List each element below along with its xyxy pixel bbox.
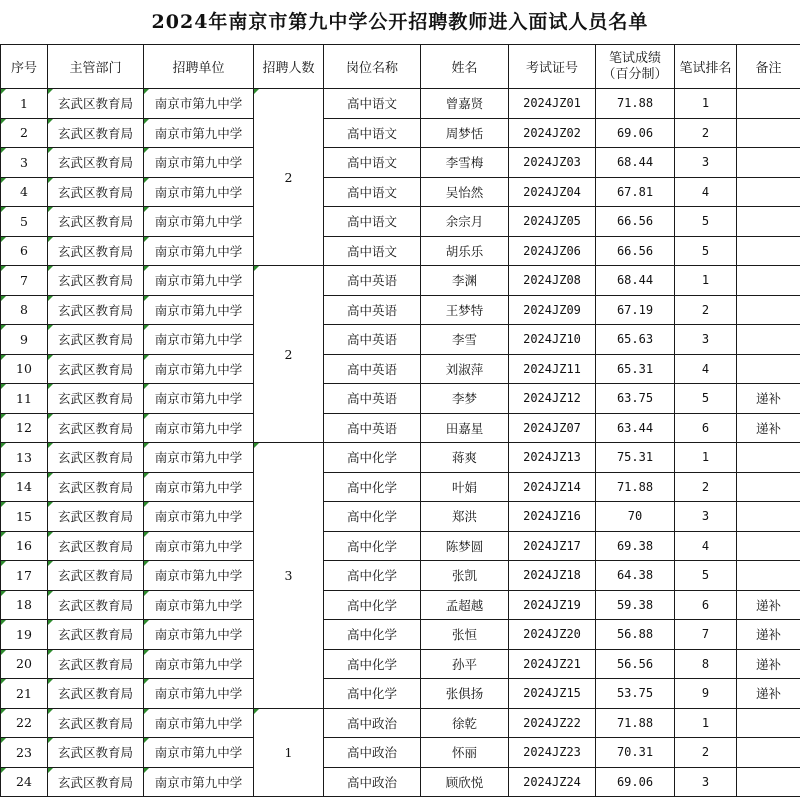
cell-post: 高中化学 — [324, 472, 421, 502]
cell-exam-no: 2024JZ11 — [509, 354, 596, 384]
cell-seq: 7 — [1, 266, 48, 296]
cell-score: 64.38 — [596, 561, 675, 591]
cell-seq: 14 — [1, 472, 48, 502]
document-title: 2024年南京市第九中学公开招聘教师进入面试人员名单 — [0, 0, 800, 44]
cell-dept: 玄武区教育局 — [48, 679, 144, 709]
cell-score: 70.31 — [596, 738, 675, 768]
cell-post: 高中英语 — [324, 384, 421, 414]
cell-note — [737, 177, 800, 207]
cell-score: 66.56 — [596, 236, 675, 266]
cell-unit: 南京市第九中学 — [144, 738, 254, 768]
cell-dept: 玄武区教育局 — [48, 177, 144, 207]
cell-note — [737, 443, 800, 473]
cell-score: 65.63 — [596, 325, 675, 355]
cell-dept: 玄武区教育局 — [48, 89, 144, 119]
cell-dept: 玄武区教育局 — [48, 295, 144, 325]
cell-note — [737, 148, 800, 178]
cell-name: 刘淑萍 — [421, 354, 509, 384]
cell-dept: 玄武区教育局 — [48, 443, 144, 473]
cell-quota: 2 — [254, 266, 324, 443]
cell-dept: 玄武区教育局 — [48, 767, 144, 797]
table-row — [1, 767, 800, 797]
cell-seq: 15 — [1, 502, 48, 532]
cell-exam-no: 2024JZ07 — [509, 413, 596, 443]
cell-exam-no: 2024JZ19 — [509, 590, 596, 620]
cell-rank: 1 — [675, 708, 737, 738]
cell-dept: 玄武区教育局 — [48, 148, 144, 178]
header-seq: 序号 — [1, 45, 48, 89]
cell-seq: 10 — [1, 354, 48, 384]
cell-seq: 5 — [1, 207, 48, 237]
header-exam-no: 考试证号 — [509, 45, 596, 89]
cell-rank: 7 — [675, 620, 737, 650]
cell-note — [737, 738, 800, 768]
cell-name: 陈梦圆 — [421, 531, 509, 561]
cell-exam-no: 2024JZ24 — [509, 767, 596, 797]
cell-seq: 2 — [1, 118, 48, 148]
cell-name: 徐乾 — [421, 708, 509, 738]
cell-seq: 20 — [1, 649, 48, 679]
cell-name: 蒋爽 — [421, 443, 509, 473]
cell-rank: 2 — [675, 738, 737, 768]
cell-unit: 南京市第九中学 — [144, 207, 254, 237]
header-name: 姓名 — [421, 45, 509, 89]
cell-unit: 南京市第九中学 — [144, 561, 254, 591]
cell-note: 递补 — [737, 413, 800, 443]
cell-note: 递补 — [737, 679, 800, 709]
cell-quota: 3 — [254, 443, 324, 709]
table-row — [1, 649, 800, 679]
cell-exam-no: 2024JZ10 — [509, 325, 596, 355]
cell-note — [737, 472, 800, 502]
cell-note: 递补 — [737, 384, 800, 414]
cell-rank: 5 — [675, 561, 737, 591]
cell-seq: 4 — [1, 177, 48, 207]
cell-score: 68.44 — [596, 148, 675, 178]
cell-rank: 1 — [675, 89, 737, 119]
cell-rank: 9 — [675, 679, 737, 709]
cell-note: 递补 — [737, 590, 800, 620]
cell-post: 高中化学 — [324, 620, 421, 650]
cell-name: 郑洪 — [421, 502, 509, 532]
cell-exam-no: 2024JZ21 — [509, 649, 596, 679]
cell-dept: 玄武区教育局 — [48, 649, 144, 679]
cell-post: 高中英语 — [324, 354, 421, 384]
cell-post: 高中化学 — [324, 679, 421, 709]
cell-rank: 4 — [675, 354, 737, 384]
cell-post: 高中语文 — [324, 177, 421, 207]
cell-exam-no: 2024JZ03 — [509, 148, 596, 178]
cell-seq: 24 — [1, 767, 48, 797]
cell-unit: 南京市第九中学 — [144, 354, 254, 384]
table-row — [1, 443, 800, 473]
interview-roster-table — [0, 44, 800, 797]
cell-rank: 3 — [675, 148, 737, 178]
cell-dept: 玄武区教育局 — [48, 413, 144, 443]
cell-score: 65.31 — [596, 354, 675, 384]
cell-rank: 5 — [675, 207, 737, 237]
cell-post: 高中化学 — [324, 443, 421, 473]
cell-dept: 玄武区教育局 — [48, 384, 144, 414]
cell-score: 69.06 — [596, 767, 675, 797]
cell-dept: 玄武区教育局 — [48, 325, 144, 355]
cell-name: 张凯 — [421, 561, 509, 591]
table-row — [1, 266, 800, 296]
cell-exam-no: 2024JZ14 — [509, 472, 596, 502]
cell-unit: 南京市第九中学 — [144, 118, 254, 148]
header-score — [596, 45, 675, 89]
cell-unit: 南京市第九中学 — [144, 413, 254, 443]
cell-unit: 南京市第九中学 — [144, 443, 254, 473]
cell-seq: 6 — [1, 236, 48, 266]
cell-post: 高中英语 — [324, 325, 421, 355]
cell-name: 孙平 — [421, 649, 509, 679]
cell-post: 高中化学 — [324, 561, 421, 591]
cell-seq: 11 — [1, 384, 48, 414]
cell-dept: 玄武区教育局 — [48, 561, 144, 591]
cell-post: 高中语文 — [324, 118, 421, 148]
cell-exam-no: 2024JZ05 — [509, 207, 596, 237]
table-row — [1, 502, 800, 532]
cell-note — [737, 502, 800, 532]
cell-quota: 2 — [254, 89, 324, 266]
cell-seq: 19 — [1, 620, 48, 650]
cell-name: 李渊 — [421, 266, 509, 296]
cell-name: 吴怡然 — [421, 177, 509, 207]
cell-rank: 3 — [675, 767, 737, 797]
cell-rank: 6 — [675, 590, 737, 620]
cell-note — [737, 531, 800, 561]
cell-rank: 6 — [675, 413, 737, 443]
cell-exam-no: 2024JZ13 — [509, 443, 596, 473]
cell-note — [737, 767, 800, 797]
cell-score: 56.56 — [596, 649, 675, 679]
cell-rank: 2 — [675, 472, 737, 502]
cell-unit: 南京市第九中学 — [144, 590, 254, 620]
cell-seq: 18 — [1, 590, 48, 620]
cell-dept: 玄武区教育局 — [48, 472, 144, 502]
cell-rank: 1 — [675, 443, 737, 473]
cell-note: 递补 — [737, 620, 800, 650]
cell-dept: 玄武区教育局 — [48, 738, 144, 768]
cell-name: 叶娟 — [421, 472, 509, 502]
cell-seq: 16 — [1, 531, 48, 561]
cell-score: 75.31 — [596, 443, 675, 473]
cell-post: 高中政治 — [324, 708, 421, 738]
cell-post: 高中英语 — [324, 295, 421, 325]
cell-score: 56.88 — [596, 620, 675, 650]
cell-post: 高中英语 — [324, 266, 421, 296]
cell-exam-no: 2024JZ17 — [509, 531, 596, 561]
header-dept: 主管部门 — [48, 45, 144, 89]
table-row — [1, 354, 800, 384]
cell-seq: 13 — [1, 443, 48, 473]
table-row — [1, 148, 800, 178]
cell-note — [737, 354, 800, 384]
cell-note — [737, 708, 800, 738]
table-row — [1, 679, 800, 709]
table-row — [1, 590, 800, 620]
cell-note — [737, 561, 800, 591]
cell-post: 高中语文 — [324, 89, 421, 119]
cell-rank: 1 — [675, 266, 737, 296]
cell-score: 63.75 — [596, 384, 675, 414]
cell-post: 高中语文 — [324, 148, 421, 178]
header-unit: 招聘单位 — [144, 45, 254, 89]
table-row — [1, 89, 800, 119]
cell-dept: 玄武区教育局 — [48, 502, 144, 532]
cell-seq: 12 — [1, 413, 48, 443]
table-row — [1, 118, 800, 148]
cell-name: 曾嘉贤 — [421, 89, 509, 119]
cell-unit: 南京市第九中学 — [144, 679, 254, 709]
cell-unit: 南京市第九中学 — [144, 767, 254, 797]
cell-name: 胡乐乐 — [421, 236, 509, 266]
cell-dept: 玄武区教育局 — [48, 531, 144, 561]
cell-unit: 南京市第九中学 — [144, 177, 254, 207]
cell-name: 张俱扬 — [421, 679, 509, 709]
cell-note: 递补 — [737, 649, 800, 679]
cell-exam-no: 2024JZ16 — [509, 502, 596, 532]
cell-dept: 玄武区教育局 — [48, 590, 144, 620]
cell-name: 李雪梅 — [421, 148, 509, 178]
cell-unit: 南京市第九中学 — [144, 236, 254, 266]
cell-score: 71.88 — [596, 472, 675, 502]
cell-score: 63.44 — [596, 413, 675, 443]
cell-exam-no: 2024JZ15 — [509, 679, 596, 709]
cell-dept: 玄武区教育局 — [48, 266, 144, 296]
cell-post: 高中英语 — [324, 413, 421, 443]
cell-name: 王梦特 — [421, 295, 509, 325]
header-rank: 笔试排名 — [675, 45, 737, 89]
cell-dept: 玄武区教育局 — [48, 118, 144, 148]
cell-score: 67.81 — [596, 177, 675, 207]
cell-dept: 玄武区教育局 — [48, 354, 144, 384]
table-row — [1, 236, 800, 266]
table-row — [1, 413, 800, 443]
header-note: 备注 — [737, 45, 800, 89]
cell-post: 高中化学 — [324, 649, 421, 679]
cell-post: 高中化学 — [324, 502, 421, 532]
cell-post: 高中语文 — [324, 207, 421, 237]
table-row — [1, 384, 800, 414]
cell-unit: 南京市第九中学 — [144, 620, 254, 650]
cell-unit: 南京市第九中学 — [144, 266, 254, 296]
table-row — [1, 620, 800, 650]
cell-unit: 南京市第九中学 — [144, 708, 254, 738]
cell-unit: 南京市第九中学 — [144, 295, 254, 325]
cell-unit: 南京市第九中学 — [144, 531, 254, 561]
cell-unit: 南京市第九中学 — [144, 472, 254, 502]
table-row — [1, 177, 800, 207]
cell-name: 余宗月 — [421, 207, 509, 237]
cell-name: 李梦 — [421, 384, 509, 414]
cell-note — [737, 295, 800, 325]
cell-rank: 2 — [675, 295, 737, 325]
cell-exam-no: 2024JZ06 — [509, 236, 596, 266]
cell-exam-no: 2024JZ20 — [509, 620, 596, 650]
cell-rank: 3 — [675, 325, 737, 355]
cell-seq: 9 — [1, 325, 48, 355]
cell-seq: 22 — [1, 708, 48, 738]
cell-quota: 1 — [254, 708, 324, 797]
cell-dept: 玄武区教育局 — [48, 620, 144, 650]
cell-note — [737, 118, 800, 148]
cell-score: 59.38 — [596, 590, 675, 620]
table-row — [1, 708, 800, 738]
cell-score: 71.88 — [596, 89, 675, 119]
cell-dept: 玄武区教育局 — [48, 207, 144, 237]
cell-exam-no: 2024JZ04 — [509, 177, 596, 207]
table-row — [1, 207, 800, 237]
roster-body — [1, 89, 800, 797]
cell-score: 67.19 — [596, 295, 675, 325]
cell-unit: 南京市第九中学 — [144, 649, 254, 679]
cell-rank: 2 — [675, 118, 737, 148]
cell-rank: 5 — [675, 236, 737, 266]
cell-score: 68.44 — [596, 266, 675, 296]
cell-exam-no: 2024JZ23 — [509, 738, 596, 768]
cell-exam-no: 2024JZ18 — [509, 561, 596, 591]
cell-exam-no: 2024JZ02 — [509, 118, 596, 148]
cell-post: 高中化学 — [324, 531, 421, 561]
cell-post: 高中语文 — [324, 236, 421, 266]
cell-seq: 17 — [1, 561, 48, 591]
cell-score: 66.56 — [596, 207, 675, 237]
header-post: 岗位名称 — [324, 45, 421, 89]
cell-exam-no: 2024JZ08 — [509, 266, 596, 296]
table-row — [1, 472, 800, 502]
cell-rank: 8 — [675, 649, 737, 679]
table-row — [1, 561, 800, 591]
cell-name: 顾欣悦 — [421, 767, 509, 797]
cell-note — [737, 325, 800, 355]
cell-seq: 23 — [1, 738, 48, 768]
cell-unit: 南京市第九中学 — [144, 148, 254, 178]
cell-name: 怀丽 — [421, 738, 509, 768]
cell-exam-no: 2024JZ22 — [509, 708, 596, 738]
cell-dept: 玄武区教育局 — [48, 236, 144, 266]
table-row — [1, 738, 800, 768]
cell-exam-no: 2024JZ01 — [509, 89, 596, 119]
cell-exam-no: 2024JZ12 — [509, 384, 596, 414]
cell-note — [737, 236, 800, 266]
cell-unit: 南京市第九中学 — [144, 384, 254, 414]
cell-post: 高中政治 — [324, 738, 421, 768]
table-row — [1, 295, 800, 325]
cell-seq: 8 — [1, 295, 48, 325]
table-row — [1, 531, 800, 561]
cell-note — [737, 89, 800, 119]
cell-note — [737, 207, 800, 237]
cell-score: 69.06 — [596, 118, 675, 148]
cell-rank: 4 — [675, 531, 737, 561]
cell-name: 孟超越 — [421, 590, 509, 620]
cell-unit: 南京市第九中学 — [144, 502, 254, 532]
cell-score: 71.88 — [596, 708, 675, 738]
table-row — [1, 325, 800, 355]
cell-rank: 3 — [675, 502, 737, 532]
cell-name: 李雪 — [421, 325, 509, 355]
cell-exam-no: 2024JZ09 — [509, 295, 596, 325]
header-score-line1: 笔试成绩 — [596, 51, 674, 67]
cell-name: 田嘉星 — [421, 413, 509, 443]
cell-score: 69.38 — [596, 531, 675, 561]
cell-name: 周梦恬 — [421, 118, 509, 148]
cell-post: 高中化学 — [324, 590, 421, 620]
cell-seq: 1 — [1, 89, 48, 119]
header-quota: 招聘人数 — [254, 45, 324, 89]
cell-unit: 南京市第九中学 — [144, 325, 254, 355]
cell-note — [737, 266, 800, 296]
cell-rank: 4 — [675, 177, 737, 207]
cell-rank: 5 — [675, 384, 737, 414]
cell-post: 高中政治 — [324, 767, 421, 797]
header-row — [1, 45, 800, 89]
cell-score: 70 — [596, 502, 675, 532]
cell-dept: 玄武区教育局 — [48, 708, 144, 738]
cell-name: 张恒 — [421, 620, 509, 650]
header-score-line2: （百分制） — [596, 67, 674, 83]
cell-seq: 21 — [1, 679, 48, 709]
cell-unit: 南京市第九中学 — [144, 89, 254, 119]
cell-score: 53.75 — [596, 679, 675, 709]
cell-seq: 3 — [1, 148, 48, 178]
